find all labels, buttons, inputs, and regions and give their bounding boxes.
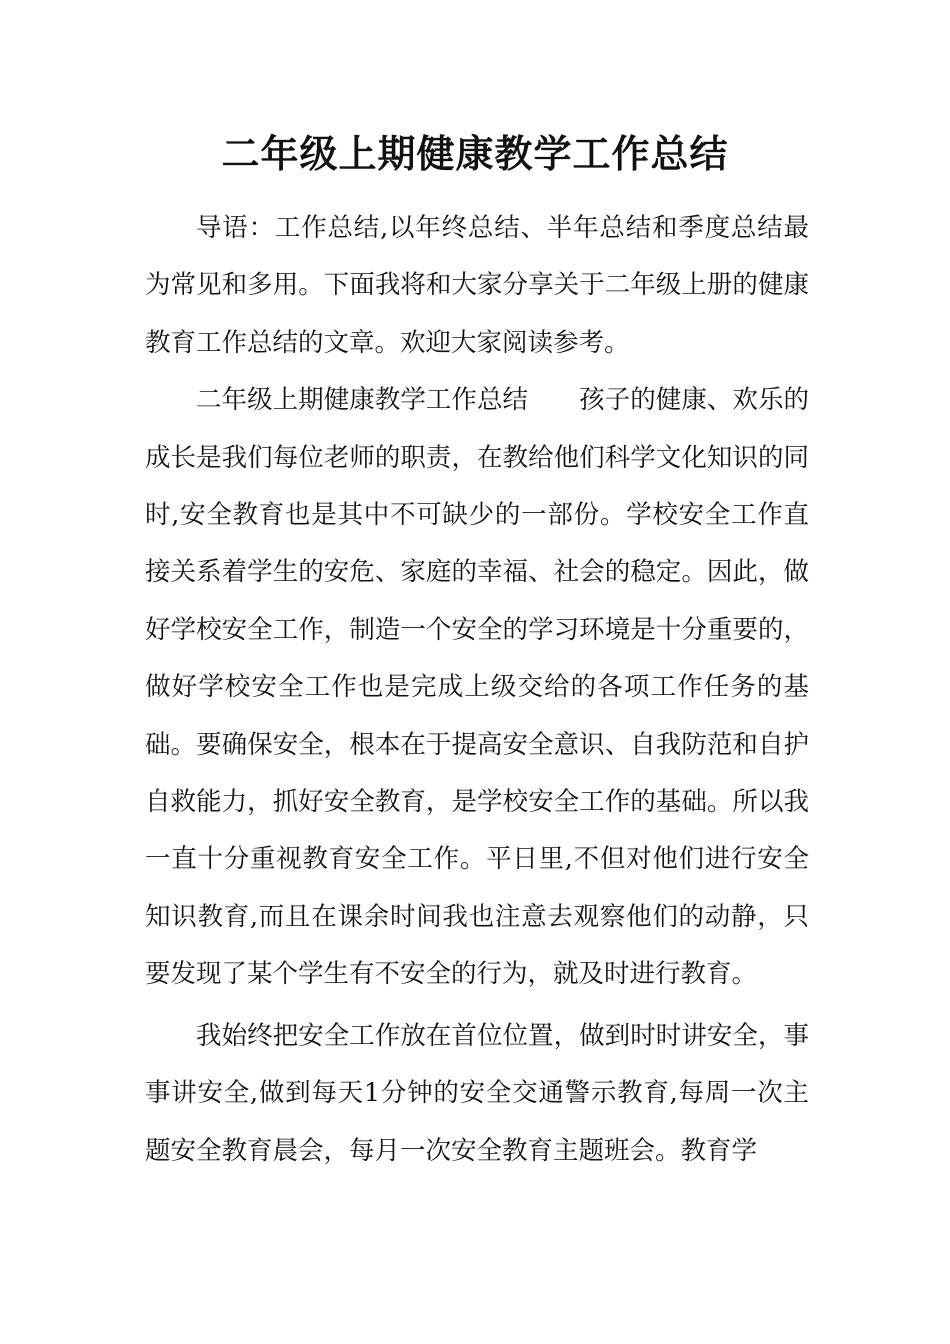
paragraph-safety-priority: 我始终把安全工作放在首位位置，做到时时讲安全，事事讲安全,做到每天1分钟的安全交通警示教育,每周一次主题安全教育晨会，每月一次安全教育主题班会。教育学 (145, 1020, 809, 1166)
paragraph-intro: 导语：工作总结,以年终总结、半年总结和季度总结最为常见和多用。下面我将和大家分享关于二年级上册的健康教育工作总结的文章。欢迎大家阅读参考。 (145, 213, 809, 358)
document-title: 二年级上期健康教学工作总结 (221, 131, 729, 176)
paragraph-safety-responsibility: 二年级上期健康教学工作总结 孩子的健康、欢乐的成长是我们每位老师的职责，在教给他们科学文化知识的同时,安全教育也是其中不可缺少的一部份。学校安全工作直接关系着学生的安危、家庭的幸福、社会的稳定。因此，做好学校安全工作，制造一个安全的学习环境是十分重要的，做好学校安全工作也是完成上级交给的各项工作任务的基础。要确保安全，根本在于提高安全意识、自我防范和自护自救能力，抓好安全教育，是学校安全工作的基础。所以我一直十分重视教育安全工作。平日里,不但对他们进行安全知识教育,而且在课余时间我也注意去观察他们的动静，只要发现了某个学生有不安全的行为，就及时进行教育。 (145, 385, 809, 990)
document-body (145, 200, 809, 1180)
